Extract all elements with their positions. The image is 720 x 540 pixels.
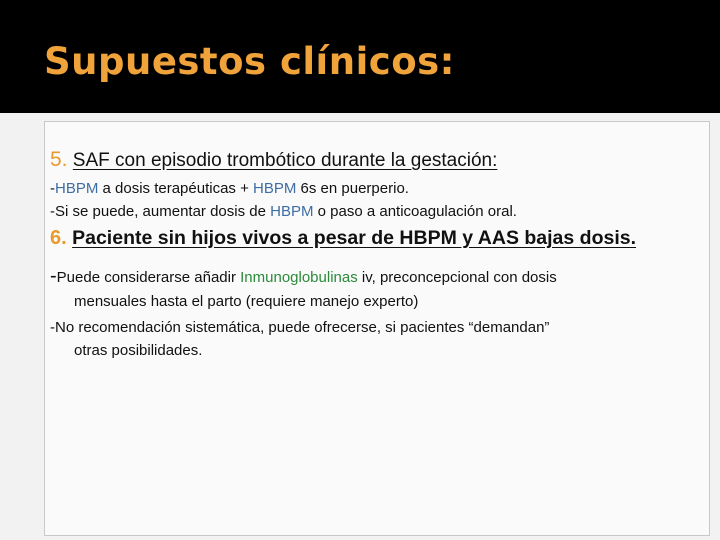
section-5-line-2: [50, 203, 517, 220]
hbpm-term: HBPM: [55, 180, 99, 197]
section-5-line-1: [50, 180, 409, 197]
title-bar: [0, 0, 720, 112]
section-5-heading: [50, 148, 497, 172]
section-5-heading-text: SAF con episodio trombótico durante la gestación:: [72, 150, 498, 171]
slide-title: Supuestos clínicos:: [44, 40, 455, 83]
hbpm-term: HBPM: [270, 203, 314, 220]
section-6-number: 6.: [50, 227, 67, 249]
line-text: -Si se puede, aumentar dosis de: [50, 203, 271, 220]
section-6-line-4: otras posibilidades.: [74, 342, 203, 359]
section-6-line-1: [50, 265, 557, 288]
line-text: o paso a anticoagulación oral.: [313, 203, 517, 220]
line-prefix: -: [50, 180, 55, 197]
section-6-line-2: mensuales hasta el parto (requiere manejo experto): [74, 293, 419, 310]
line-text: iv, preconcepcional con dosis: [357, 269, 557, 286]
section-6-line-3: -No recomendación sistemática, puede ofrecerse, si pacientes “demandan”: [50, 319, 550, 336]
hbpm-term: HBPM: [253, 180, 297, 197]
line-dash: -: [50, 265, 57, 287]
line-text: a dosis terapéuticas +: [98, 180, 254, 197]
section-6-heading-text: Paciente sin hijos vivos a pesar de HBPM y AAS bajas dosis.: [72, 227, 637, 249]
line-text: 6s en puerperio.: [296, 180, 409, 197]
section-5-number: 5.: [50, 148, 68, 171]
inmunoglobulinas-term: Inmunoglobulinas: [240, 269, 358, 286]
section-6-heading: [50, 227, 636, 250]
line-text: Puede considerarse añadir: [56, 269, 241, 286]
